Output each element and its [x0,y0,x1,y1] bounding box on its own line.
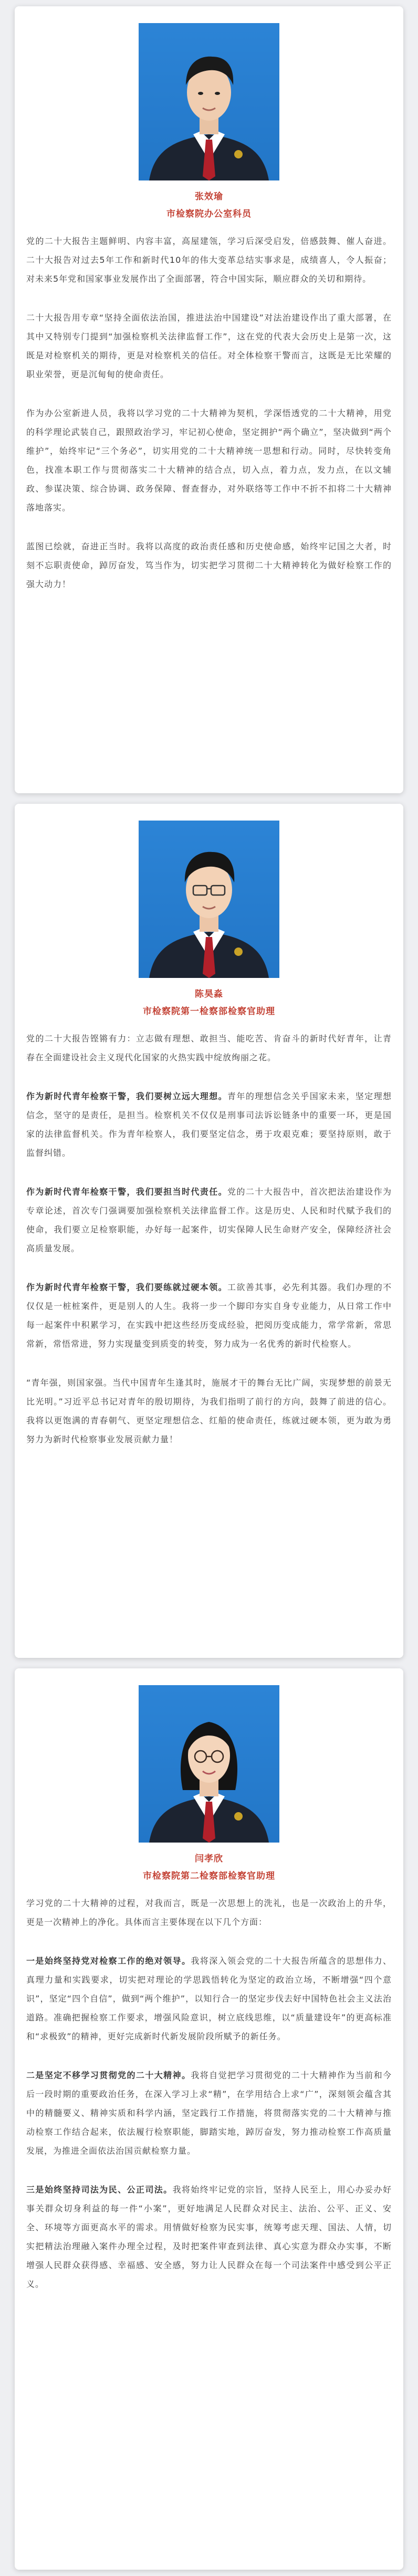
profile-card-yan [15,1668,403,2570]
portrait-illustration [139,1685,279,1843]
portrait-photo [139,821,279,978]
profile-card-chen [15,804,403,1658]
portrait-photo [139,1685,279,1843]
paragraph: 二十大报告用专章“坚持全面依法治国，推进法治中国建设”对法治建设作出了重大部署，在其中又特别专门提到“加强检察机关法律监督工作”，这在党的代表大会历史上是第一次，这既是对检察机关的期待，更是对检察机关的信任。对全体检察干警而言，这既是无比荣耀的职业荣誉，更是沉甸甸的使命责任。 [26,313,392,379]
person-title: 市检察院第一检察部检察官助理 [143,1006,275,1017]
paragraph: 学习党的二十大精神的过程，对我而言，既是一次思想上的洗礼，也是一次政治上的升华，更是一次精神上的净化。具体而言主要体现在以下几个方面： [26,1898,392,1927]
person-name: 张效瑜 [195,191,223,202]
profile-card-zhang [15,6,403,793]
portrait-illustration [139,821,279,978]
paragraph: “青年强，则国家强。当代中国青年生逢其时，施展才干的舞台无比广阔，实现梦想的前景无比光明。”习近平总书记对青年的殷切期待，为我们指明了前行的方向，鼓舞了前进的信心。我将以更饱满的青春朝气、更坚定理想信念、红船的使命责任，练就过硬本领，更为敢为勇努力为新时代检察事业发展贡献力量！ [26,1378,392,1444]
paragraph: 作为办公室新进人员，我将以学习党的二十大精神为契机，学深悟透党的二十大精神，用党的科学理论武装自己，跟照政治学习，牢记初心使命，坚定拥护“两个确立”，坚决做到“两个维护”，始终牢记“三个务必”，切实用党的二十大精神统一思想和行动。同时，尽快转变角色，找准本职工作与贯彻落实二十大精神的结合点，切入点，着力点，发力点，在以文辅政、参谋决策、综合协调、政务保障、督查督办，对外联络等工作中不折不扣将二十大精神落地落实。 [26,408,392,513]
person-name: 闫孝欣 [195,1854,223,1864]
paragraph: 党的二十大报告铿锵有力：立志做有理想、敢担当、能吃苦、肯奋斗的新时代好青年，让青春在全面建设社会主义现代化国家的火热实践中绽放绚丽之花。 [26,1034,392,1062]
paragraph: 作为新时代青年检察干警，我们要担当时代责任。党的二十大报告中，首次把法治建设作为专章论述，首次专门强调要加强检察机关法律监督工作。这是历史、人民和时代赋予我们的使命，我们要立足检察职能，办好每一起案件，切实保障人民生命财产安全，保障经济社会高质量发展。 [26,1187,392,1253]
person-title: 市检察院办公室科员 [166,209,252,219]
portrait-photo [139,23,279,180]
article-body [15,1017,403,1449]
paragraph: 作为新时代青年检察干警，我们要树立远大理想。青年的理想信念关乎国家未来，坚定理想信念，坚守的是责任，是担当。检察机关不仅仅是刑事司法诉讼链条中的重要一环，更是国家的法律监督机关。作为青年检察人，我们要坚定信念，勇于攻艰克难；要坚持原则，敢于监督纠错。 [26,1091,392,1158]
paragraph: 一是始终坚持党对检察工作的绝对领导。我将深入领会党的二十大报告所蕴含的思想伟力、真理力量和实践要求，切实把对理论的学思践悟转化为坚定的政治立场，不断增强“四个意识”，坚定“四个自信”，做到“两个维护”，以知行合一的坚定步伐去好中国特色社会主义法治道路。准确把握检察工作要求，增强风险意识，树立底线思维，以“质量建设年”的更高标准和“求极致”的精神，更好完成新时代新发展阶段所赋予的新任务。 [26,1956,392,2041]
paragraph: 二是坚定不移学习贯彻党的二十大精神。我将自觉把学习贯彻党的二十大精神作为当前和今后一段时期的重要政治任务，在深入学习上求“精”，在学用结合上求“广”，深刻领会蕴含其中的精髓要义、精神实质和科学内涵，坚定践行工作措施，将贯彻落实党的二十大精神与推动检察工作结合起来，依法履行检察职能，脚踏实地，踔厉奋发，努力推动检察工作高质量发展，为推进全面依法治国贡献检察力量。 [26,2070,392,2156]
article-body [15,1881,403,2294]
person-title: 市检察院第二检察部检察官助理 [143,1871,275,1881]
paragraph: 作为新时代青年检察干警，我们要练就过硬本领。工欲善其事，必先利其器。我们办理的不仅仅是一桩桩案件，更是别人的人生。我将一步一个脚印夯实自身专业能力，从日常工作中每一起案件中积累学习，在实践中把这些经历变成经验，把阅历变成能力，常学常新，常思常新，常悟常进，努力实现量变到质变的转变，努力成为一名优秀的新时代检察人。 [26,1282,392,1349]
paragraph: 党的二十大报告主题鲜明、内容丰富，高屋建瓴，学习后深受启发，倍感鼓舞、催人奋进。二十大报告对过去5年工作和新时代10年的伟大变革总结实事求是，成绩喜人，令人振奋；对未来5年党和国家事业发展作出了全面部署，符合中国实际，顺应群众的关切和期待。 [26,236,392,284]
article-body [15,219,403,594]
portrait-illustration [139,23,279,180]
paragraph: 三是始终坚持司法为民、公正司法。我将始终牢记党的宗旨，坚持人民至上，用心办妥办好事关群众切身利益的每一件“小案”，更好地满足人民群众对民主、法治、公平、正义、安全、环境等方面更高水平的需求。用情做好检察为民实事，统筹考虑天理、国法、人情，切实把精法治理融入案件办理全过程，及时把案件审查到法律、真心实意为群众办实事，不断增强人民群众获得感、幸福感、安全感，努力让人民群众在每一个司法案件中感受到公平正义。 [26,2185,392,2289]
person-name: 陈昊淼 [195,989,223,999]
paragraph: 蓝图已绘就，奋进正当时。我将以高度的政治责任感和历史使命感，始终牢记国之大者，时刻不忘职责使命，踔厉奋发，笃当作为，切实把学习贯彻二十大精神转化为做好检察工作的强大动力！ [26,541,392,589]
